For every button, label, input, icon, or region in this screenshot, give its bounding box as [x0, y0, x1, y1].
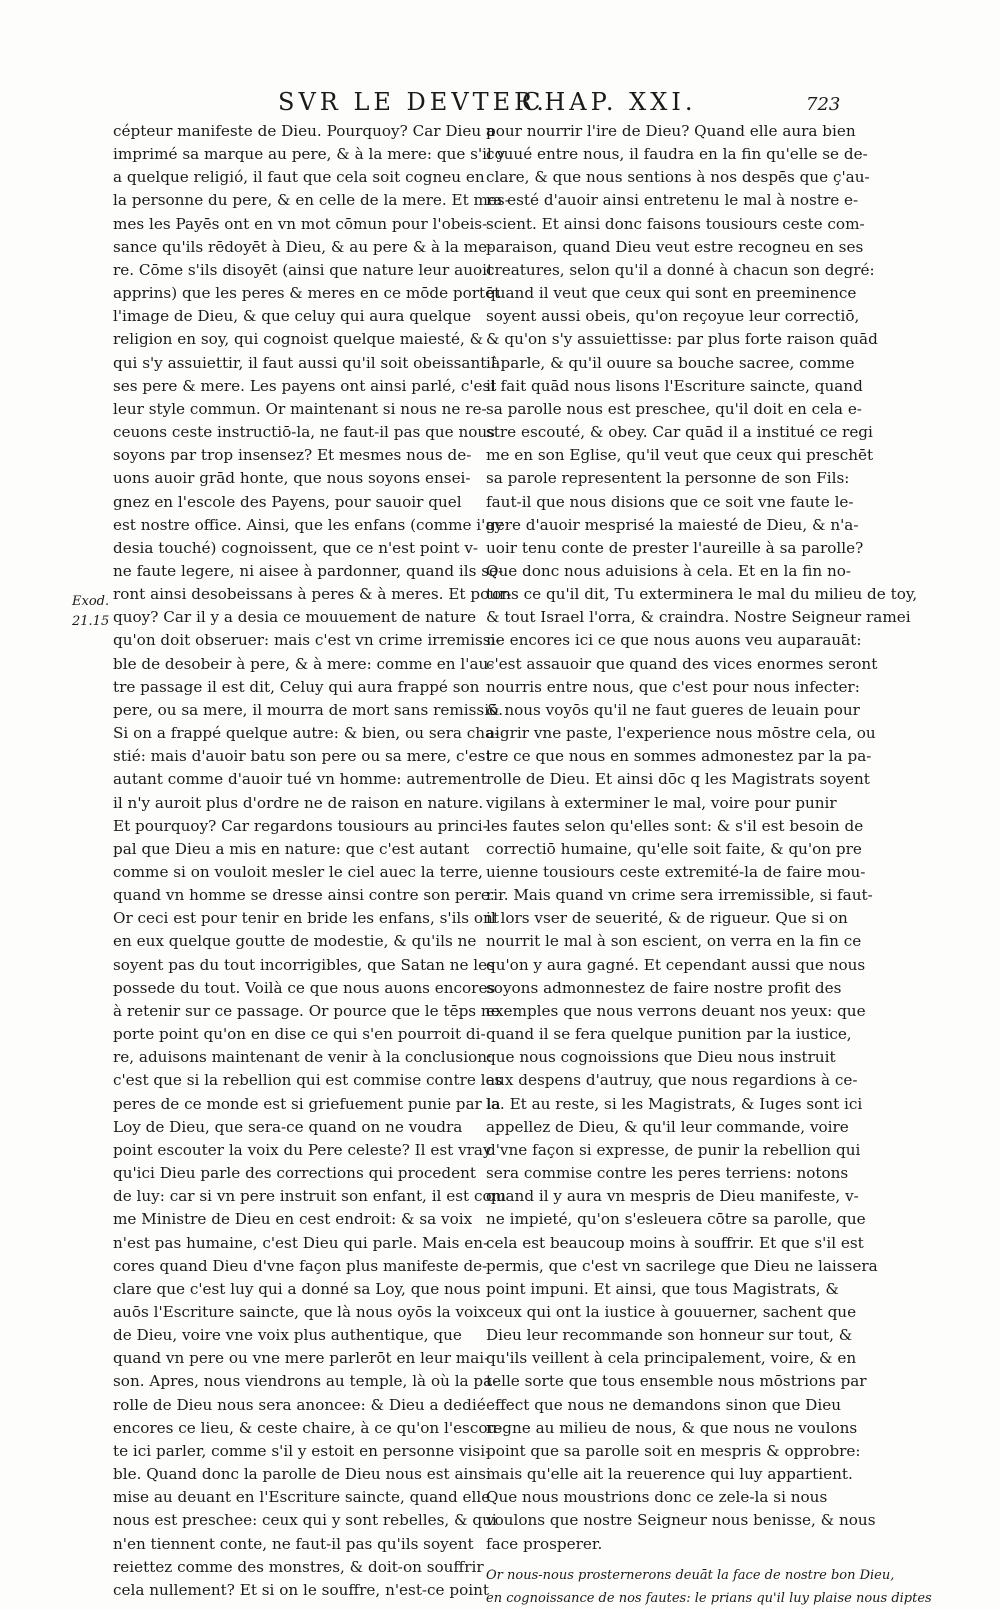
text-line: gere d'auoir mesprisé la maiesté de Dieu, & n'a-: [486, 515, 859, 534]
text-line: la personne du pere, & en celle de la mere. Et mes-: [113, 191, 510, 210]
text-line: effect que nous ne demandons sinon que Dieu: [486, 1395, 841, 1414]
page-number: 723: [806, 94, 841, 115]
text-line: c'est que si la rebellion qui est commise contre les: [113, 1071, 503, 1090]
text-line: tons ce qu'il dit, Tu exterminera le mal du milieu de toy,: [486, 585, 918, 604]
text-line: qu'ils veillent à cela principalement, voire, & en: [486, 1349, 857, 1368]
text-line: appellez de Dieu, & qu'il leur commande, voire: [486, 1117, 849, 1136]
text-line: exemples que nous verrons deuant nos yeux: que: [486, 1001, 866, 1020]
text-line: clare que c'est luy qui a donné sa Loy, que nous: [113, 1279, 481, 1298]
text-line: de Dieu, voire vne voix plus authentique, que: [113, 1326, 462, 1345]
text-line: ses pere & mere. Les payens ont ainsi parlé, c'est: [113, 376, 497, 395]
text-line: d'vne façon si expresse, de punir la rebellion qui: [486, 1140, 861, 1159]
text-line: me en son Eglise, qu'il veut que ceux qui preschēt: [486, 446, 874, 465]
text-line: cores quand Dieu d'vne façon plus manifeste de-: [113, 1256, 488, 1275]
text-line: qui s'y assuiettir, il faut aussi qu'il soit obeissant à: [113, 353, 501, 372]
text-line: les fautes selon qu'elles sont: & s'il est besoin de: [486, 816, 864, 835]
text-line: encores ce lieu, & ceste chaire, à ce qu'on l'escou-: [113, 1418, 503, 1437]
running-header: [0, 84, 1000, 118]
text-line: pere, ou sa mere, il mourra de mort sans remissiō.: [113, 700, 504, 719]
text-line: te ici parler, comme s'il y estoit en personne visi-: [113, 1441, 491, 1460]
text-line: telle sorte que tous ensemble nous mōstrions par: [486, 1372, 867, 1391]
text-line: pal que Dieu a mis en nature: que c'est autant: [113, 839, 470, 858]
text-line: & nous voyōs qu'il ne faut gueres de leuain pour: [486, 700, 860, 719]
text-line: nous est preschee: ceux qui y sont rebelles, & qui: [113, 1511, 497, 1530]
text-line: ceux qui ont la iustice à gouuerner, sachent que: [486, 1302, 857, 1321]
text-line: nourris entre nous, que c'est pour nous infecter:: [486, 677, 860, 696]
right-text-column: [486, 120, 932, 1610]
text-line: apprins) que les peres & meres en ce mōde portēt: [113, 284, 501, 303]
text-line: & qu'on s'y assuiettisse: par plus forte raison quād: [486, 330, 878, 349]
running-head-left: SVR LE DEVTER.: [278, 88, 548, 116]
text-line: cela nullement? Et si on le souffre, n'est-ce point: [113, 1580, 489, 1599]
text-line: il lors vser de seuerité, & de rigueur. Que si on: [486, 909, 848, 928]
text-line: point impuni. Et ainsi, que tous Magistrats, &: [486, 1279, 839, 1298]
text-line: sa parolle nous est preschee, qu'il doit en cela e-: [486, 399, 862, 418]
text-line: il n'y auroit plus d'ordre ne de raison en nature.: [113, 793, 484, 812]
text-line: uoir tenu conte de prester l'aureille à sa parolle?: [486, 538, 864, 557]
text-line: auōs l'Escriture saincte, que là nous oyōs la voix: [113, 1302, 487, 1321]
text-line: Que nous moustrions donc ce zele-la si nous: [486, 1488, 828, 1507]
text-line: porte point qu'on en dise ce qui s'en pourroit di-: [113, 1025, 486, 1044]
text-line: quand vn homme se dresse ainsi contre son pere.: [113, 886, 495, 905]
text-line: Or ceci est pour tenir en bride les enfans, s'ils ont: [113, 909, 499, 928]
closing-prayer-line: en cognoissance de nos fautes: le prians qu'il luy plaise nous diptes: [486, 1590, 932, 1606]
text-line: autant comme d'auoir tué vn homme: autrement: [113, 770, 487, 789]
text-line: couué entre nous, il faudra en la fin qu'elle se de-: [486, 145, 868, 164]
text-line: mais qu'elle ait la reuerence qui luy appartient.: [486, 1465, 853, 1484]
text-line: voulons que nostre Seigneur nous benisse, & nous: [486, 1511, 876, 1530]
text-line: ront ainsi desobeissans à peres & à meres. Et pour-: [113, 585, 512, 604]
text-line: quand il veut que ceux qui sont en preeminence: [486, 284, 857, 303]
text-line: aigrir vne paste, l'experience nous mōstre cela, ou: [486, 724, 876, 743]
text-line: reiettez comme des monstres, & doit-on souffrir: [113, 1557, 484, 1576]
text-line: est nostre office. Ainsi, que les enfans (comme i'ay: [113, 515, 503, 534]
text-line: re, aduisons maintenant de venir à la conclusion:: [113, 1048, 493, 1067]
running-head-right: CHAP. XXI.: [522, 88, 697, 116]
text-line: Si on a frappé quelque autre: & bien, ou sera cha-: [113, 724, 500, 743]
text-line: cela est beaucoup moins à souffrir. Et que s'il est: [486, 1233, 864, 1252]
text-line: sance qu'ils rēdoyēt à Dieu, & au pere & à la me-: [113, 237, 493, 256]
text-line: sera commise contre les peres terriens: notons: [486, 1164, 849, 1183]
text-line: Dieu leur recommande son honneur sur tout, &: [486, 1326, 853, 1345]
text-line: ceuons ceste instructiō-la, ne faut-il pas que nous: [113, 423, 495, 442]
text-line: de luy: car si vn pere instruit son enfant, il est com: [113, 1187, 507, 1206]
text-line: me Ministre de Dieu en cest endroit: & sa voix: [113, 1210, 473, 1229]
text-line: à retenir sur ce passage. Or pource que le tēps ne: [113, 1001, 500, 1020]
text-line: ble de desobeir à pere, & à mere: comme en l'au-: [113, 654, 494, 673]
text-line: sa parole representent la personne de son Fils:: [486, 469, 850, 488]
text-line: possede du tout. Voilà ce que nous auons encores: [113, 978, 496, 997]
text-line: imprimé sa marque au pere, & à la mere: que s'il y: [113, 145, 506, 164]
closing-prayer-line: Or nous-nous prosternerons deuāt la face de nostre bon Dieu,: [486, 1567, 895, 1583]
text-line: tre ce que nous en sommes admonestez par la pa-: [486, 747, 872, 766]
text-line: quand vn pere ou vne mere parlerōt en leur mai-: [113, 1349, 490, 1368]
text-line: ble. Quand donc la parolle de Dieu nous est ainsi: [113, 1465, 491, 1484]
text-line: soyons par trop insensez? Et mesmes nous de-: [113, 446, 472, 465]
text-line: mise au deuant en l'Escriture saincte, quand elle: [113, 1488, 491, 1507]
text-line: n'est pas humaine, c'est Dieu qui parle. Mais en-: [113, 1233, 489, 1252]
text-line: ra esté d'auoir ainsi entretenu le mal à nostre e-: [486, 191, 859, 210]
text-line: re. Cōme s'ils disoyēt (ainsi que nature leur auoit: [113, 260, 494, 279]
text-line: soyent pas du tout incorrigibles, que Satan ne les: [113, 955, 495, 974]
text-line: comme si on vouloit mesler le ciel auec la terre,: [113, 863, 483, 881]
text-line: en eux quelque goutte de modestie, & qu'ils ne: [113, 932, 477, 951]
text-line: paraison, quand Dieu veut estre recogneu en ses: [486, 237, 864, 256]
text-line: a quelque religió, il faut que cela soit cogneu en: [113, 168, 485, 187]
text-line: il fait quād nous lisons l'Escriture saincte, quand: [486, 376, 863, 395]
text-line: point escouter la voix du Pere celeste? Il est vray: [113, 1140, 492, 1159]
text-line: ne impieté, qu'on s'esleuera cōtre sa parolle, que: [486, 1210, 866, 1229]
text-line: mes les Payēs ont en vn mot cōmun pour l'obeis-: [113, 214, 488, 233]
text-line: quand il se fera quelque punition par la iustice,: [486, 1025, 852, 1044]
text-line: ne faute legere, ni aisee à pardonner, quand ils se-: [113, 561, 504, 580]
text-line: peres de ce monde est si griefuement punie par la: [113, 1094, 501, 1113]
text-line: soyent aussi obeis, qu'on reçoyue leur correctiō,: [486, 307, 860, 326]
text-line: n'en tiennent conte, ne faut-il pas qu'ils soyent: [113, 1534, 474, 1553]
text-line: creatures, selon qu'il a donné à chacun son degré:: [486, 260, 875, 279]
text-line: desia touché) cognoissent, que ce n'est point v-: [113, 538, 479, 557]
text-line: c'est assauoir que quand des vices enormes seront: [486, 654, 878, 673]
text-line: rir. Mais quand vn crime sera irremissible, si faut-: [486, 886, 873, 905]
text-line: que nous cognoissions que Dieu nous instruit: [486, 1048, 836, 1067]
text-line: point que sa parolle soit en mespris & opprobre:: [486, 1441, 861, 1460]
text-line: permis, que c'est vn sacrilege que Dieu ne laissera: [486, 1256, 878, 1275]
text-line: regne au milieu de nous, & que nous ne voulons: [486, 1418, 858, 1437]
text-line: rolle de Dieu nous sera anoncee: & Dieu a dedié: [113, 1395, 486, 1414]
text-line: leur style commun. Or maintenant si nous ne re-: [113, 399, 487, 418]
text-line: il parle, & qu'il ouure sa bouche sacree, comme: [486, 353, 855, 372]
text-line: tre passage il est dit, Celuy qui aura frappé son: [113, 677, 480, 696]
text-line: Loy de Dieu, que sera-ce quand on ne voudra: [113, 1117, 463, 1136]
text-line: ne encores ici ce que nous auons veu auparauāt:: [486, 631, 862, 650]
text-line: faut-il que nous disions que ce soit vne faute le-: [486, 492, 854, 511]
text-line: la. Et au reste, si les Magistrats, & Iuges sont ici: [486, 1094, 863, 1113]
text-line: stié: mais d'auoir batu son pere ou sa mere, c'est: [113, 747, 492, 766]
text-line: quand il y aura vn mespris de Dieu manifeste, v-: [486, 1187, 859, 1206]
text-line: uienne tousiours ceste extremité-la de faire mou-: [486, 863, 866, 881]
text-line: cépteur manifeste de Dieu. Pourquoy? Car Dieu a: [113, 122, 496, 140]
text-line: rolle de Dieu. Et ainsi dōc q les Magistrats soyent: [486, 770, 870, 789]
text-line: scient. Et ainsi donc faisons tousiours ceste com-: [486, 214, 865, 233]
text-line: qu'on doit obseruer: mais c'est vn crime irremissi-: [113, 631, 501, 650]
text-line: vigilans à exterminer le mal, voire pour punir: [486, 793, 837, 812]
text-line: correctiō humaine, qu'elle soit faite, & qu'on pre: [486, 839, 862, 858]
text-line: qu'on y aura gagné. Et cependant aussi que nous: [486, 955, 866, 974]
text-line: clare, & que nous sentions à nos despēs que ç'au-: [486, 168, 870, 187]
text-line: stre escouté, & obey. Car quād il a institué ce regi: [486, 423, 873, 442]
text-line: l'image de Dieu, & que celuy qui aura quelque: [113, 307, 472, 326]
left-text-column: [113, 120, 512, 1602]
text-line: nourrit le mal à son escient, on verra en la fin ce: [486, 932, 862, 951]
text-line: aux despens d'autruy, que nous regardions à ce-: [486, 1071, 858, 1090]
margin-reference: Exod. 21.15: [72, 594, 110, 629]
text-line: religion en soy, qui cognoist quelque maiesté, &: [113, 330, 484, 349]
text-line: qu'ici Dieu parle des corrections qui procedent: [113, 1164, 476, 1183]
text-line: soyons admonnestez de faire nostre profit des: [486, 978, 842, 997]
text-line: face prosperer.: [486, 1534, 603, 1553]
text-line: Et pourquoy? Car regardons tousiours au princi-: [113, 816, 488, 835]
text-line: pour nourrir l'ire de Dieu? Quand elle aura bien: [486, 122, 856, 140]
text-line: uons auoir grād honte, que nous soyons ensei-: [113, 469, 471, 488]
text-line: & tout Israel l'orra, & craindra. Nostre Seigneur ramei: [486, 608, 911, 627]
text-line: son. Apres, nous viendrons au temple, là où la pa-: [113, 1372, 498, 1391]
text-line: gnez en l'escole des Payens, pour sauoir quel: [113, 492, 462, 511]
text-line: Que donc nous aduisions à cela. Et en la fin no-: [486, 561, 852, 580]
text-line: quoy? Car il y a desia ce mouuement de nature: [113, 608, 477, 627]
